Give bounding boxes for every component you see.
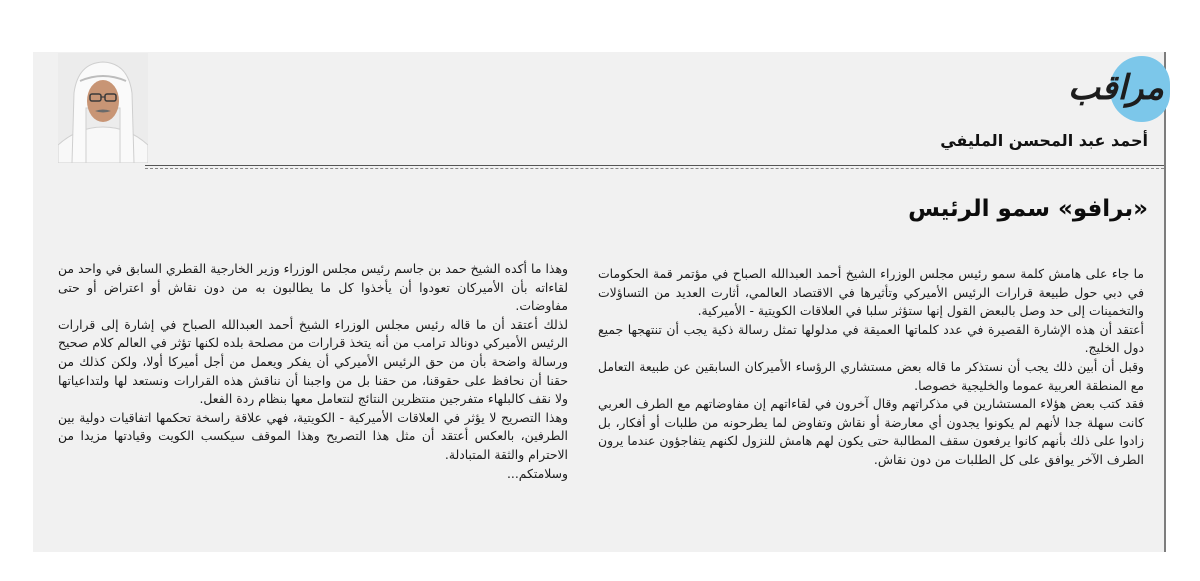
badge-label: مراقب: [1067, 68, 1164, 108]
author-name: أحمد عبد المحسن المليفي: [940, 131, 1148, 150]
paragraph: ما جاء على هامش كلمة سمو رئيس مجلس الوزراء الشيخ أحمد العبدالله الصباح في مؤتمر قمة الحكومات في دبي حول طبيعة قرارات الرئيس الأميركي وتأثيرها في الاقتصاد العالمي، أثارت العديد من التساؤلات والتخمينات إلى حد وصل بالبعض القول إنها ستؤثر سلبا في العلاقات الكويتية - الأميركية.: [598, 266, 1144, 319]
article-column-right: [598, 265, 1144, 470]
article-column-left: [58, 260, 568, 483]
paragraph: وقبل أن أبين ذلك يجب أن نستذكر ما قاله بعض مستشاري الرؤساء الأميركان السابقين عن طبيعة التعامل مع المنطقة العربية عموما والخليجية خصوصا.: [598, 358, 1144, 393]
paragraph: وسلامتكم...: [506, 465, 568, 481]
paragraph: وهذا ما أكده الشيخ حمد بن جاسم رئيس مجلس الوزراء وزير الخارجية القطري السابق في واحد من لقاءاته بأن الأميركان تعودوا أن يأخذوا كل ما يطالبون به من دون نقاش أو اعتراض أو حتى مفاوضات.: [58, 261, 568, 314]
header-divider-dashed: [145, 168, 1164, 169]
author-photo: [58, 53, 148, 163]
paragraph: أعتقد أن هذه الإشارة القصيرة في عدد كلماتها العميقة في مدلولها تمثل رسالة ذكية يجب أن تنتهجها جميع دول الخليج.: [598, 321, 1144, 356]
column-badge: [1048, 56, 1172, 126]
right-border-rule: [1164, 52, 1166, 552]
header-divider: [145, 165, 1164, 166]
paragraph: وهذا التصريح لا يؤثر في العلاقات الأميركية - الكويتية، فهي علاقة راسخة تحكمها اتفاقيات دولية بين الطرفين، بالعكس أعتقد أن مثل هذا التصريح وهذا الموقف سيكسب الكويت وقيادتها مزيدا من الاحترام والثقة المتبادلة.: [58, 409, 568, 462]
article-headline: «برافو» سمو الرئيس: [908, 196, 1148, 222]
paragraph: لذلك أعتقد أن ما قاله رئيس مجلس الوزراء الشيخ أحمد العبدالله الصباح في إشارة إلى قرارات الرئيس الأميركي دونالد ترامب من أنه يتخذ قرارات من مصلحة بلده لكنها تؤثر في العالم كلام صحيح ورسالة واضحة بأن من حق الرئيس الأميركي أن يفكر ويعمل من أجل أميركا أولا، ولكن كذلك من حقنا أن نحافظ على حقوقنا، من حقنا بل من واجبنا أن نناقش هذه القرارات ونستعد لها ولتداعياتها ولا نقف كالبلهاء متفرجين منتظرين النتائج لنتعامل معها بنظام ردة الفعل.: [58, 316, 568, 407]
paragraph: فقد كتب بعض هؤلاء المستشارين في مذكراتهم وقال آخرون في لقاءاتهم إن مفاوضاتهم مع الطرف العربي كانت سهلة جدا لأنهم لم يكونوا يجدون أي معارضة أو نقاش وتفاوض لما يطرحونه من طلبات أو أفكار، بل زادوا على ذلك بأنهم كانوا يرفعون سقف المطالبة حتى يكون لهم هامش للنزول لكنهم يتفاجؤون عندما يرون الطرف الآخر يوافق على كل الطلبات من دون نقاش.: [598, 396, 1144, 467]
